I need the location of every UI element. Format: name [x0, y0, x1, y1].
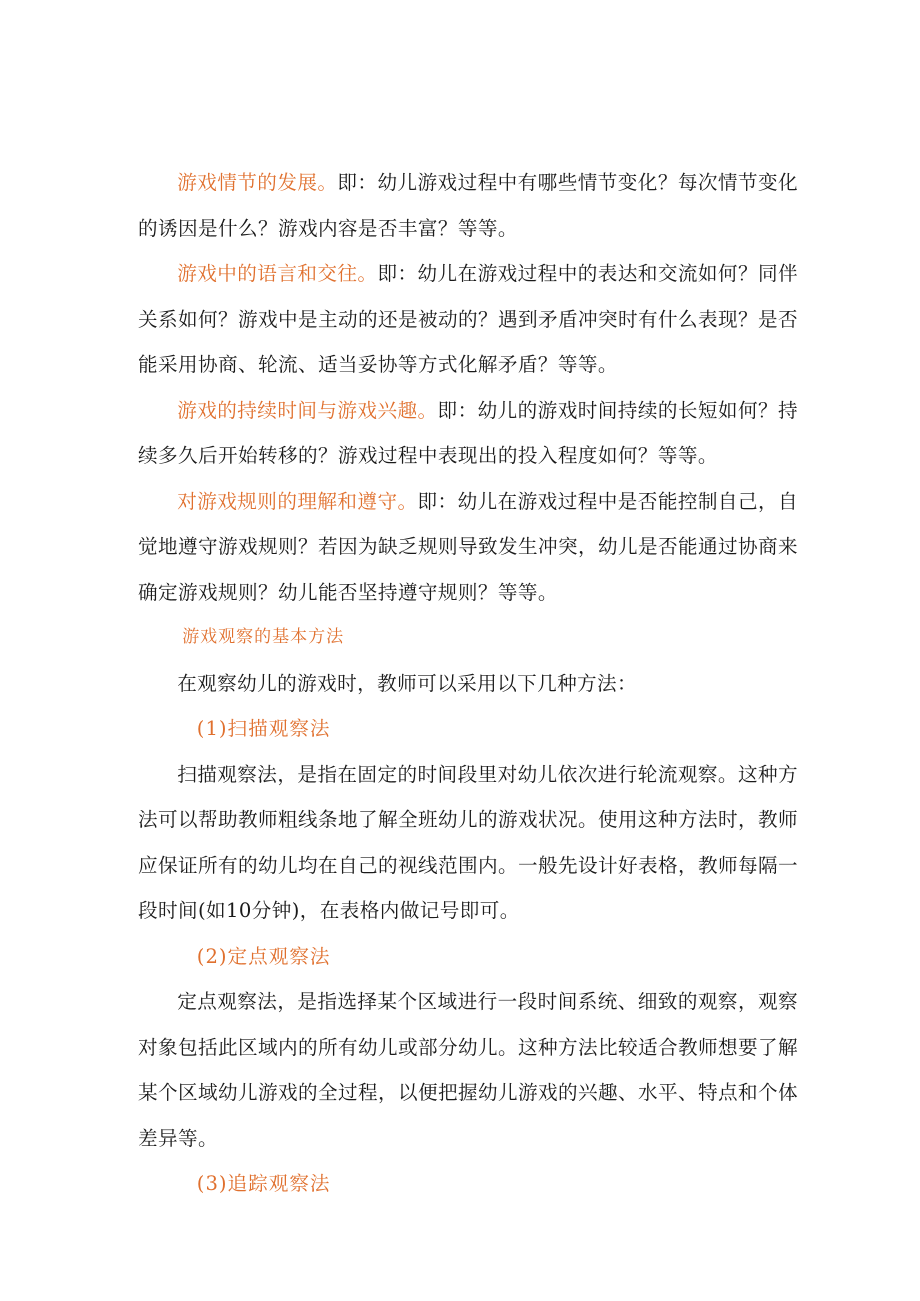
method-body-scan: 扫描观察法，是指在固定的时间段里对幼儿依次进行轮流观察。这种方法可以帮助教师粗线条地了解全班幼儿的游戏状况。使用这种方法时，教师应保证所有的幼儿均在自己的视线范围内。一般先设计好表格，教师每隔一段时间(如10分钟)，在表格内做记号即可。 — [138, 762, 798, 922]
paragraph-highlight: 游戏中的语言和交往。 — [177, 262, 378, 285]
intro-paragraph: 在观察幼儿的游戏时，教师可以采用以下几种方法： — [177, 671, 638, 695]
paragraph-text: 即：幼儿的游戏时间持续的长短如何？持续多久后开始转移的？游戏过程中表现出的投入程度如何？等等。 — [138, 398, 799, 467]
paragraph-highlight: 对游戏规则的理解和遵守。 — [177, 489, 418, 513]
paragraph-highlight: 游戏的持续时间与游戏兴趣。 — [177, 398, 438, 422]
method-body-fixed-point: 定点观察法，是指选择某个区域进行一段时间系统、细致的观察，观察对象包括此区域内的所有幼儿或部分幼儿。这种方法比较适合教师想要了解某个区域幼儿游戏的全过程，以便把握幼儿游戏的兴趣、水平、特点和个体差异等。 — [138, 990, 798, 1150]
paragraph-highlight: 游戏情节的发展。 — [177, 171, 338, 194]
paragraph-duration-interest — [138, 388, 798, 479]
paragraph-text: 即：幼儿在游戏过程中的表达和交流如何？同伴关系如何？游戏中是主动的还是被动的？遇到矛盾冲突时有什么表现？是否能采用协商、轮流、适当妥协等方式化解矛盾？等等。 — [138, 262, 799, 376]
document-body — [138, 160, 798, 1207]
paragraph-plot-development — [138, 160, 798, 251]
method-title-scan: (1)扫描观察法 — [196, 717, 331, 740]
paragraph-text: 即：幼儿在游戏过程中是否能控制自己，自觉地遵守游戏规则？若因为缺乏规则导致发生冲突，幼儿是否能通过协商来确定游戏规则？幼儿能否坚持遵守规则？等等。 — [138, 489, 798, 604]
section-heading: 游戏观察的基本方法 — [182, 627, 345, 647]
paragraph-text: 即：幼儿游戏过程中有哪些情节变化？每次情节变化的诱因是什么？游戏内容是否丰富？等等。 — [138, 171, 798, 240]
paragraph-rules — [138, 479, 798, 616]
method-title-fixed-point: (2)定点观察法 — [196, 944, 331, 968]
paragraph-language-interaction — [138, 251, 798, 388]
method-title-tracking: (3)追踪观察法 — [196, 1172, 331, 1195]
